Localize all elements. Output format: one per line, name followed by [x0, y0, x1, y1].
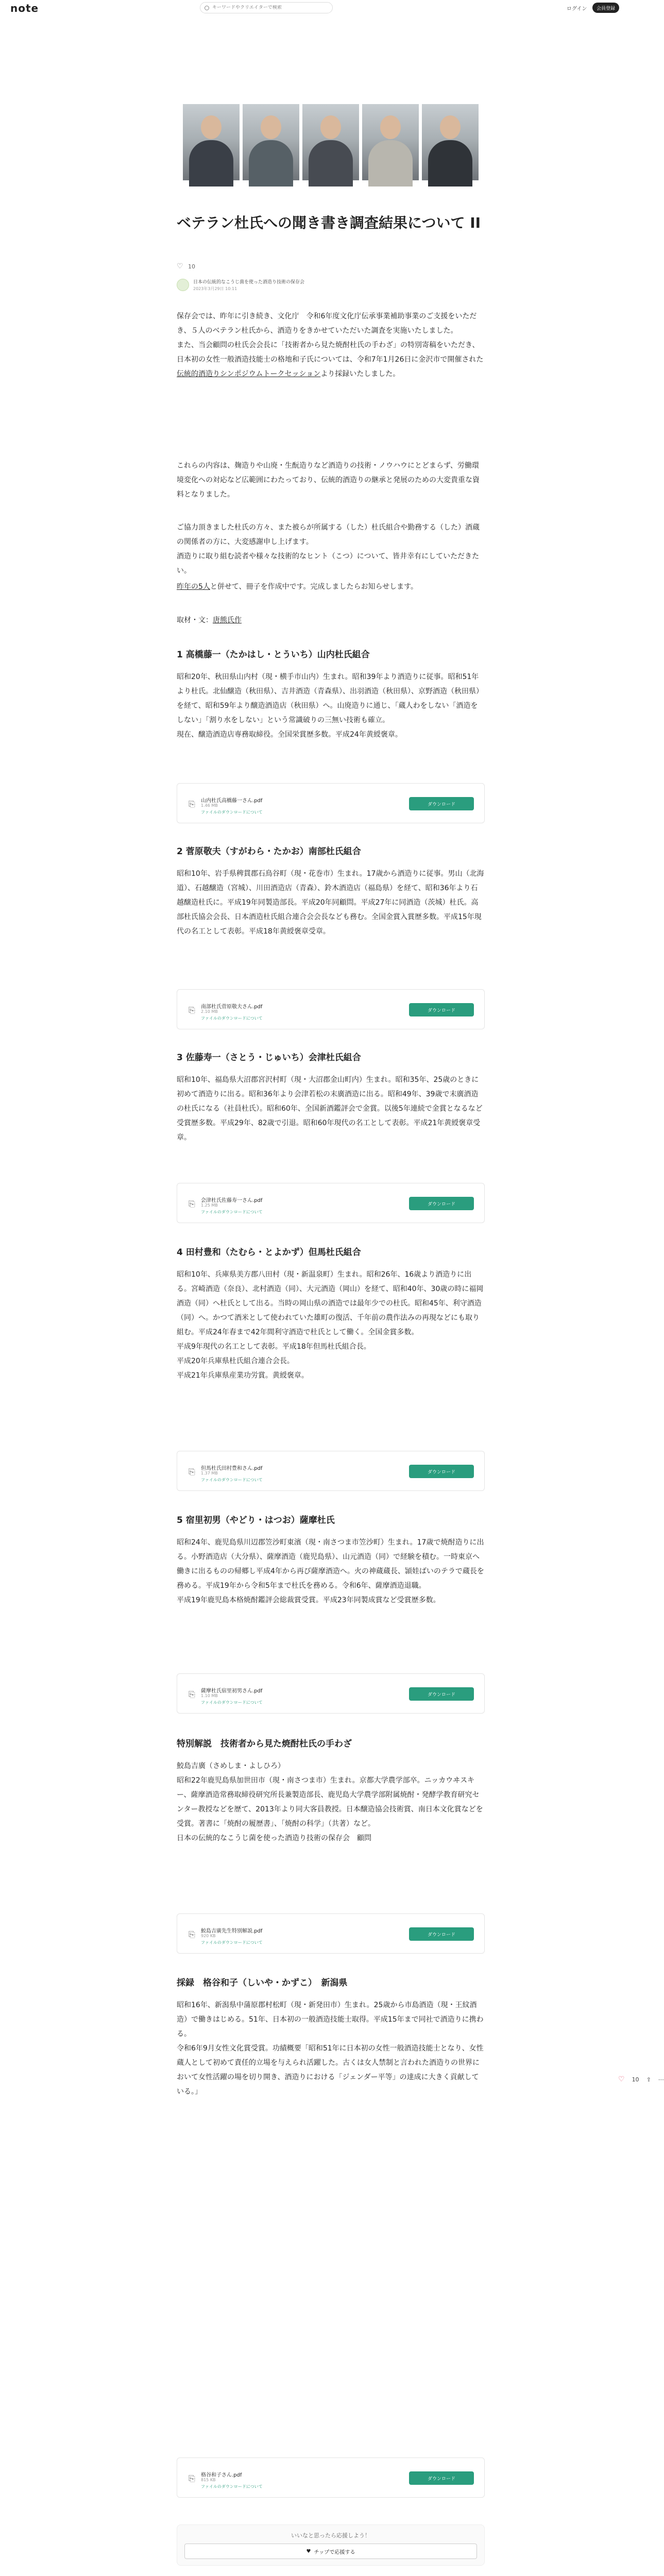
section-body: 昭和10年、岩手県稗貫郡石鳥谷町（現・花巻市）生まれ。17歳から酒造りに従事。男山（北海道）、石越醸造（宮城）、川田酒造店（青森）、鈴木酒造店（福島県）を経て、昭和36年より石越醸造杜氏に。平成19年同製造部長。平成20年同顧問。平成27年に同酒造（茨城）杜氏。高部杜氏協会会長、日本酒造杜氏組合連合会会長なども務む。全国金賞入賞歴多数。平成15年現代の名工として表彰。平成18年黄綬褒章受章。 — [177, 870, 484, 936]
intro-text: ご協力頂きました杜氏の方々、また被らが所属する（した）杜氏組合や勤務する（した）酒蔵の関係者の方に、大変感謝申し上げます。 — [177, 523, 480, 546]
paperclip-icon: ⎘ — [189, 1199, 195, 1209]
writer-link[interactable]: 唐熊氏作 — [213, 616, 242, 624]
avatar[interactable] — [177, 279, 189, 291]
download-button[interactable]: ダウンロード — [409, 1687, 474, 1701]
file-name: 山内杜氏高橋藤一さん.pdf — [201, 798, 263, 804]
search-box[interactable] — [200, 2, 333, 13]
file-help-link[interactable]: ファイルのダウンロードについて — [201, 1478, 263, 1482]
file-size: 1.25 MB — [201, 1203, 218, 1208]
section-body: 昭和10年、兵庫県美方郡八田村（現・新温泉町）生まれ。昭和26年、16歳より酒造りに出る。宮崎酒造（奈良）、北村酒造（同）、大元酒造（岡山）を経て、昭和40年、30歳の時に福岡酒造（同）へ杜氏として出る。当時の岡山県の酒造では最年少での杜氏。昭和45年、利守酒造（同）へ。かつて酒米として使われていた雄町の復活、千年前の農作法みの再現などにも取り組む。平成24年春まで42年間利守酒造で杜氏として働く。全国金賞多数。 平成9年現代の名工として表彰。平成18年但馬杜氏組合長。 平成20年兵庫県杜氏組合連合会長。 平成21年兵庫県産業功労賞。黄綬褒章。 — [177, 1270, 484, 1380]
intro-paragraph: 昨年の5人と併せて、冊子を作成中です。完成しましたらお知らせします。 — [177, 583, 418, 591]
file-help-link[interactable]: ファイルのダウンロードについて — [201, 1210, 263, 1214]
credit-line: 取材・文：唐熊氏作 — [177, 616, 242, 624]
like-count: 10 — [188, 263, 195, 270]
pdf-attachment[interactable] — [177, 1451, 485, 1491]
file-size: 920 KB — [201, 1934, 216, 1938]
download-button[interactable]: ダウンロード — [409, 1927, 474, 1941]
paperclip-icon: ⎘ — [189, 1689, 195, 1699]
file-size: 1.10 MB — [201, 1693, 218, 1698]
download-button[interactable]: ダウンロード — [409, 1197, 474, 1210]
section-heading: 2 菅原敬夫（すがわら・たかお）南部杜氏組合 — [177, 846, 361, 857]
symposium-link[interactable]: 伝統的酒造りシンポジウムトークセッション — [177, 370, 321, 378]
file-size: 2.10 MB — [201, 1009, 218, 1014]
gift-icon: ♥ — [306, 2548, 311, 2554]
hero-image — [177, 104, 485, 180]
file-help-link[interactable]: ファイルのダウンロードについて — [201, 1940, 263, 1945]
file-size: 815 KB — [201, 2478, 216, 2482]
search-input[interactable] — [212, 5, 315, 10]
file-help-link[interactable]: ファイルのダウンロードについて — [201, 810, 263, 815]
download-button[interactable]: ダウンロード — [409, 2471, 474, 2485]
article-title: ベテラン杜氏への聞き書き調査結果について II — [177, 214, 481, 231]
section-heading: 5 宿里初男（やどり・はつお）薩摩杜氏 — [177, 1515, 335, 1526]
pdf-attachment[interactable] — [177, 989, 485, 1029]
section-heading: 採録 格谷和子（しいや・かずこ） 新潟県 — [177, 1978, 348, 1988]
top-header — [0, 0, 661, 15]
paperclip-icon: ⎘ — [189, 2473, 195, 2483]
login-link[interactable]: ログイン — [567, 6, 587, 12]
support-question: いいなと思ったら応援しよう！ — [291, 2532, 370, 2539]
note-logo[interactable]: note — [10, 2, 39, 14]
intro-text: 保存会では、昨年に引き続き、文化庁 令和6年度文化庁伝承事業補助事業のご支援をいただき、５人のベテラン杜氏から、酒造りをきかせていただいた調査を実施いたしました。 — [177, 312, 477, 335]
heart-icon[interactable]: ♡ — [177, 262, 183, 270]
author-name[interactable]: 日本の伝統的なこうじ菌を使った酒造り技術の保存会 — [193, 280, 305, 285]
intro-text: これらの内容は、麹造りや山廃・生酛造りなど酒造りの技術・ノウハウにとどまらず、労働環境変化への対応など広範囲にわたっており、伝統的酒造りの継承と発展のための大変貴重な資料となりました。 — [177, 462, 480, 499]
section-body: 昭和16年、新潟県中蒲原郡村松町（現・新発田市）生まれ。25歳から市島酒造（現・王紋酒造）で働きはじめる。51年、日本初の一般酒造技能士取得。平成15年まで同社で酒造りに携わる。 令和6年9月女性文化賞受賞。功績概要「昭和51年に日本初の女性一般酒造技能士となり、女性蔵人として初めて責任的立場を与えられ活躍した。古くは女人禁制と言われた酒造りの世界において女性活躍の場を切り開き、酒造りにおける「ジェンダー平等」の達成に大きく貢献している。」 — [177, 2001, 484, 2096]
portrait-photo — [422, 104, 479, 180]
heart-icon[interactable]: ♡ — [618, 2075, 625, 2083]
pdf-attachment[interactable] — [177, 1183, 485, 1223]
tip-button[interactable] — [184, 2544, 477, 2559]
pdf-attachment[interactable] — [177, 1913, 485, 1954]
pdf-attachment[interactable] — [177, 2458, 485, 2498]
section-heading: 4 田村豊和（たむら・とよかず）但馬杜氏組合 — [177, 1247, 361, 1258]
download-button[interactable]: ダウンロード — [409, 1465, 474, 1478]
file-name: 格谷和子さん.pdf — [201, 2472, 242, 2478]
file-name: 鮫島吉廣先生特別解説.pdf — [201, 1928, 263, 1934]
file-help-link[interactable]: ファイルのダウンロードについて — [201, 1016, 263, 1021]
signup-button[interactable]: 会員登録 — [592, 3, 619, 13]
floating-actions — [618, 2075, 664, 2083]
intro-paragraph — [177, 309, 485, 381]
pdf-attachment[interactable] — [177, 783, 485, 823]
intro-text: 酒造りに取り組む読者や様々な技術的なヒント（こつ）について、皆井幸有にしていただきたい。 — [177, 552, 480, 575]
file-help-link[interactable]: ファイルのダウンロードについて — [201, 1700, 263, 1705]
section-body: 昭和24年、鹿児島県川辺郡笠沙町東濱（現・南さつま市笠沙町）生まれ。17歳で焼酎造りに出る。小野酒造店（大分県）、薩摩酒造（鹿児島県）、山元酒造（同）で経験を積む。一時東京へ働きに出るものの帰郷し平成4年から再び薩摩酒造へ。火の神蔵蔵長、頴娃ばいのテラで蔵長を務める。平成19年から令和5年まで杜氏を務める。令和6年、薩摩酒造退職。 平成19年鹿児島本格焼酎鑑評会総裁賞受賞。平成23年同製成賞など受賞歴多数。 — [177, 1538, 484, 1604]
file-help-link[interactable]: ファイルのダウンロードについて — [201, 2484, 263, 2489]
pdf-attachment[interactable] — [177, 1673, 485, 1714]
section-heading: 特別解説 技術者から見た焼酎杜氏の手わざ — [177, 1739, 352, 1749]
portrait-photo — [302, 104, 359, 180]
intro-paragraph — [177, 459, 485, 502]
more-options-icon[interactable]: ⋯ — [658, 2076, 664, 2083]
side-like-count: 10 — [632, 2076, 639, 2083]
section-heading: 1 高橋藤一（たかはし・とういち）山内杜氏組合 — [177, 650, 370, 660]
intro-text: また、当会顧問の杜氏会会長に「技術者から見た焼酎杜氏の手わざ」の特別寄稿をいただき、日本初の女性一般酒造技能士の格地和子氏については、令和7年1月26日に金沢市で開催された伝統的酒造りシンポジウムトークセッションより採録いたしました。 — [177, 341, 484, 378]
file-name: 薩摩杜氏宿里初男さん.pdf — [201, 1688, 263, 1694]
intro-paragraph — [177, 520, 485, 578]
download-button[interactable]: ダウンロード — [409, 797, 474, 810]
post-date: 2023年3月29日 10:11 — [193, 286, 237, 291]
section-heading: 3 佐藤寿一（さとう・じゅいち）会津杜氏組合 — [177, 1053, 361, 1063]
tip-button-label: チップで応援する — [314, 2549, 355, 2555]
paperclip-icon: ⎘ — [189, 1467, 195, 1477]
paperclip-icon: ⎘ — [189, 1929, 195, 1939]
like-counter[interactable] — [177, 263, 195, 270]
file-size: 1.46 MB — [201, 803, 218, 808]
last-year-link[interactable]: 昨年の5人 — [177, 583, 210, 591]
tip-support-box — [177, 2524, 485, 2566]
search-icon — [205, 6, 209, 10]
download-button[interactable]: ダウンロード — [409, 1003, 474, 1016]
section-body: 昭和10年、福島県大沼郡宮沢村町（現・大沼郡金山町内）生まれ。昭和35年、25歳のときに初めて酒造りに出る。昭和36年より会津若松の末廣酒造に出る。昭和49年、39歳で末廣酒造の杜氏になる（社員杜氏）。昭和60年、全国新酒鑑評会で金賞。以後5年連続で金賞となるなど受賞歴多数。平成29年、82歳で引退。昭和60年現代の名工として表彰。平成21年黄綬褒章受章。 — [177, 1076, 483, 1142]
section-body: 昭和20年、秋田県山内村（現・横手市山内）生まれ。昭和39年より酒造りに従事。昭和51年より杜氏。北仙醸造（秋田県）、吉井酒造（青森県）、出羽酒造（秋田県）、京野酒造（秋田県）を経て、昭和59年より醸造酒造店（秋田県）へ。山廃造りに通じ、「蔵人わをしない「酒造をしない」「割り水をしない」という常識破りの三無い技術も確立。 現在、醸造酒造店専務取締役。全国栄賞歴多数。平成24年黄綬褒章。 — [177, 673, 483, 739]
section-body: 鮫島吉廣（さめしま・よしひろ） 昭和22年鹿児島県加世田市（現・南さつま市）生まれ。京都大学農学部卒。ニッカウヰスキー、薩摩酒造常務取締役研究所長兼製造部長、鹿児島大学農学部附属焼酎・発酵学教育研究センター教授などを歴て、2013年より同大客員教授。日本醸造協会技術賞、南日本文化賞などを受賞。著書に「焼酎の履歴書」、「焼酎の科学」（共著）など。 日本の伝統的なこうじ菌を使った酒造り技術の保存会 顧問 — [177, 1762, 483, 1842]
portrait-photo — [183, 104, 240, 180]
paperclip-icon: ⎘ — [189, 799, 195, 809]
file-name: 会津杜氏佐藤寿一さん.pdf — [201, 1198, 263, 1204]
file-name: 南部杜氏菅原敬夫さん.pdf — [201, 1004, 263, 1010]
portrait-photo — [362, 104, 419, 180]
file-name: 但馬杜氏田村豊和さん.pdf — [201, 1466, 263, 1471]
portrait-photo — [243, 104, 299, 180]
share-icon[interactable]: ⇪ — [646, 2076, 651, 2083]
file-size: 1.37 MB — [201, 1471, 218, 1476]
paperclip-icon: ⎘ — [189, 1005, 195, 1015]
author-info[interactable] — [177, 278, 304, 292]
